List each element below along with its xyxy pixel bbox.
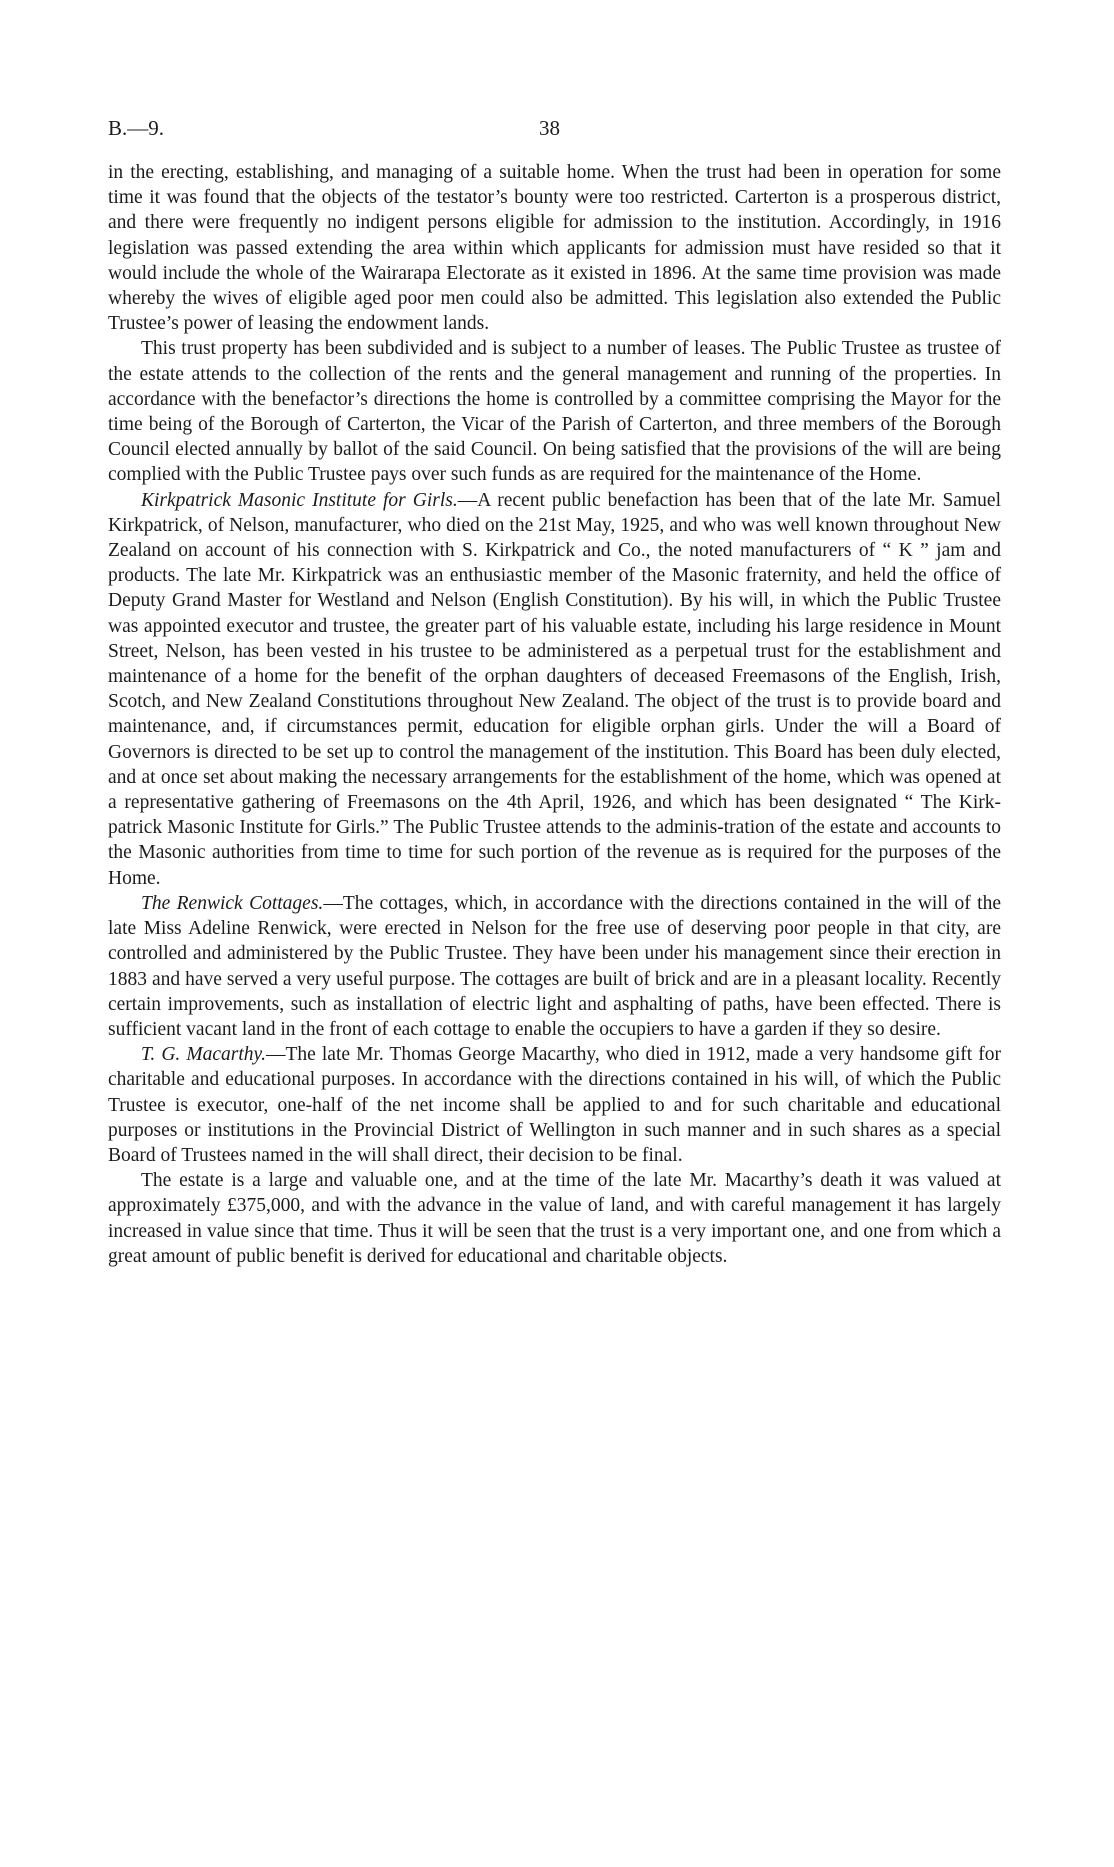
- paragraph-trust-property: [108, 336, 1001, 487]
- paragraph-text: —The cottages, which, in accordance with the directions contained in the will of the late Miss Adeline Renwick, were erected in Nelson for the free use of deserving poor people in that city, are controlled and administered by the Public Trustee. They have been under his management since their erection in 1883 and have served a very useful purpose. The cottages are built of brick and are in a pleasant locality. Recently certain improvements, such as installation of electric light and asphalting of paths, have been effected. There is sufficient vacant land in the front of each cottage to enable the occupiers to have a garden if they so desire.: [108, 892, 1002, 1040]
- paragraph-text: —The late Mr. Thomas George Macarthy, who died in 1912, made a very handsome gift for charitable and educational purposes. In accordance with the directions contained in his will, of which the Public Trustee is executor, one-half of the net income shall be applied to and for such charitable and educational purposes or institutions in the Provincial District of Wellington in such manner and in such shares as a special Board of Trustees named in the will shall direct, their decision to be final.: [108, 1044, 1001, 1166]
- section-heading: The Renwick Cottages.: [141, 892, 324, 914]
- paragraph-text: This trust property has been subdivided and is subject to a number of leases. The Public Trustee as trustee of the estate attends to the collection of the rents and the general management and running of the properties. In accordance with the benefactor’s directions the home is controlled by a committee comprising the Mayor for the time being of the Borough of Carterton, the Vicar of the Parish of Carterton, and three members of the Borough Council elected annually by ballot of the said Council. On being satisfied that the provisions of the will are being complied with the Public Trustee pays over such funds as are required for the maintenance of the Home.: [108, 338, 1001, 486]
- section-heading: T. G. Macarthy.: [141, 1044, 266, 1066]
- paragraph-renwick: [108, 891, 1001, 1042]
- page-number: 38: [539, 116, 560, 140]
- document-body: [108, 160, 1001, 1269]
- paragraph-continuation: [108, 160, 1001, 336]
- document-page: [108, 116, 1001, 1269]
- paragraph-text: —A recent public benefaction has been that of the late Mr. Samuel Kirkpatrick, of Nelson, manufacturer, who died on the 21st May, 1925, and who was well known throughout New Zealand on account of his connection with S. Kirkpatrick and Co., the noted manufacturers of “ K ” jam and products. The late Mr. Kirkpatrick was an enthusiastic member of the Masonic fraternity, and held the office of Deputy Grand Master for Westland and Nelson (English Constitution). By his will, in which the Public Trustee was appointed executor and trustee, the greater part of his valuable estate, including his large residence in Mount Street, Nelson, has been vested in his trustee to be administered as a perpetual trust for the establishment and maintenance of a home for the benefit of the orphan daughters of deceased Freemasons of the English, Irish, Scotch, and New Zealand Constitutions throughout New Zealand. The object of the trust is to provide board and maintenance, and, if circumstances permit, education for eligible orphan girls. Under the will a Board of Governors is directed to be set up to control the management of the institution. This Board has been duly elected, and at once set about making the necessary arrangements for the establishment of the home, which was opened at a representative gathering of Freemasons on the 4th April, 1926, and which has been designated “ The Kirk-patrick Masonic Institute for Girls.” The Public Trustee attends to the adminis-tration of the estate and accounts to the Masonic authorities from time to time for such portion of the revenue as is required for the purposes of the Home.: [108, 489, 1001, 889]
- section-heading: Kirkpatrick Masonic Institute for Girls.: [141, 489, 458, 511]
- paragraph-text: in the erecting, establishing, and managing of a suitable home. When the trust had been in operation for some time it was found that the objects of the testator’s bounty were too restricted. Carterton is a prosperous district, and there were frequently no indigent persons eligible for admission to the institution. Accordingly, in 1916 legislation was passed extending the area within which applicants for admission must have resided so that it would include the whole of the Wairarapa Electorate as it existed in 1896. At the same time provision was made whereby the wives of eligible aged poor men could also be admitted. This legislation also extended the Public Trustee’s power of leasing the endowment lands.: [108, 162, 1001, 335]
- document-reference: B.—9.: [108, 116, 165, 140]
- paragraph-macarthy: [108, 1042, 1001, 1168]
- paragraph-kirkpatrick: [108, 488, 1001, 891]
- paragraph-text: The estate is a large and valuable one, and at the time of the late Mr. Macarthy’s death it was valued at approximately £375,000, and with the advance in the value of land, and with careful management it has largely increased in value since that time. Thus it will be seen that the trust is a very important one, and one from which a great amount of public benefit is derived for educational and charitable objects.: [108, 1170, 1001, 1267]
- page-header: [108, 116, 1001, 152]
- paragraph-estate-value: [108, 1168, 1001, 1269]
